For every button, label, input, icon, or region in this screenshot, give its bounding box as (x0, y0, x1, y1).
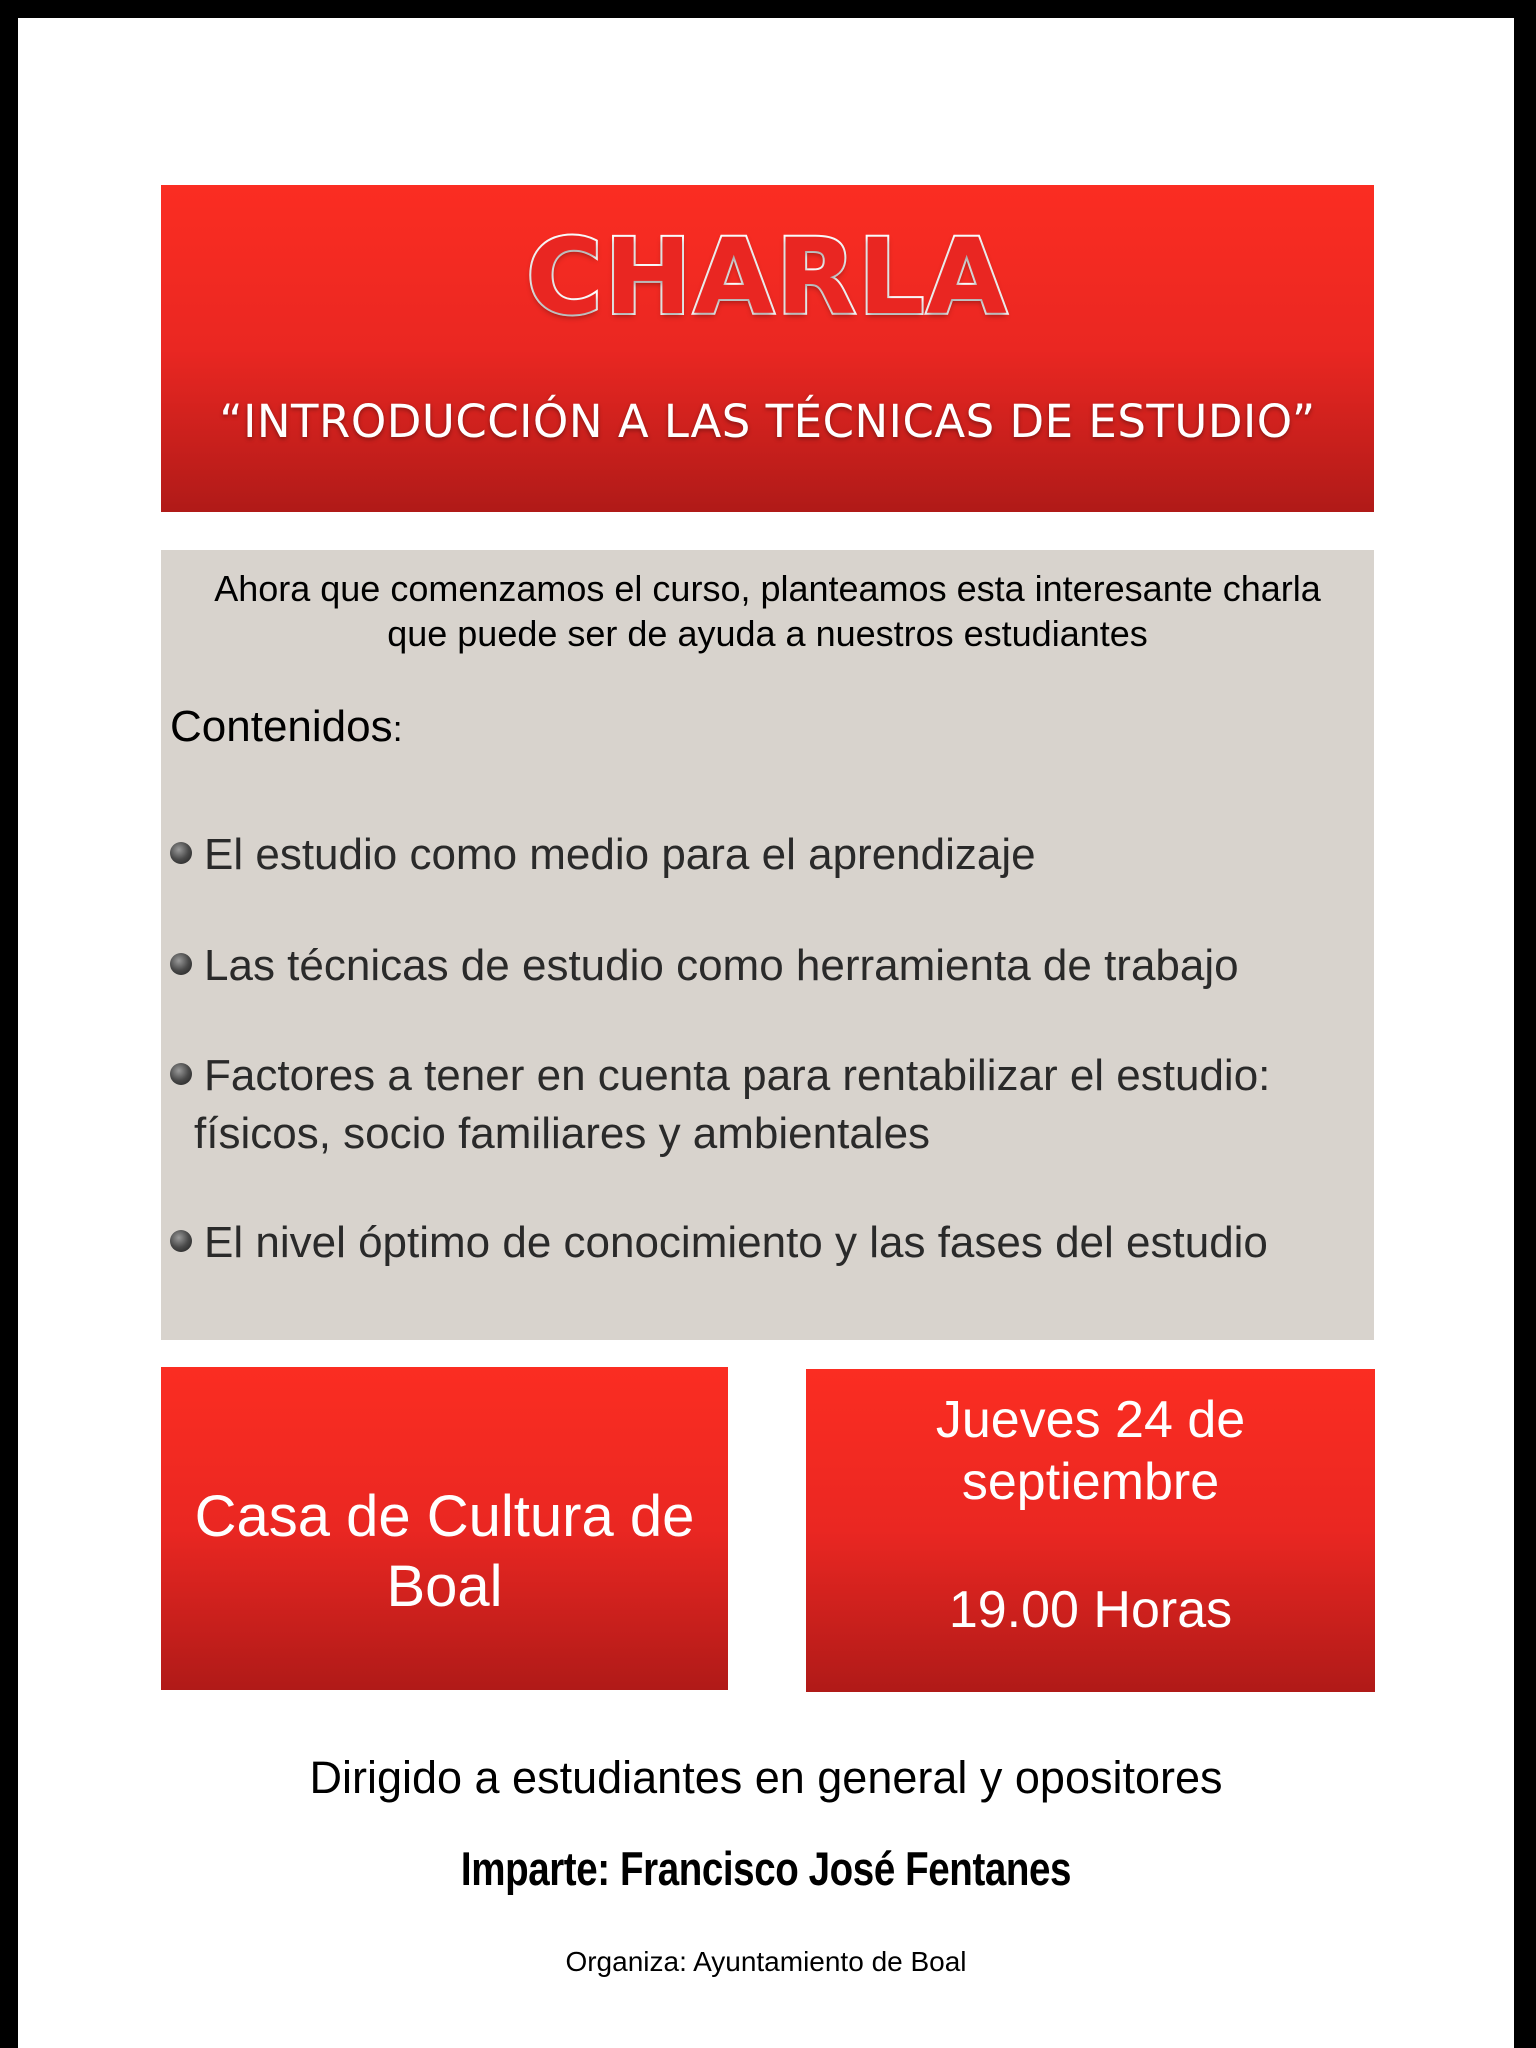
contents-heading (170, 702, 403, 752)
list-item-text: El estudio como medio para el aprendizaje (204, 830, 1036, 879)
poster-title-text: CHARLA (526, 216, 1009, 338)
bullet-icon (170, 953, 192, 975)
date-line-1: Jueves 24 de (935, 1391, 1246, 1449)
organizer-text: Organiza: Ayuntamiento de Boal (565, 1946, 967, 1977)
list-item-text: Las técnicas de estudio como herramienta de trabajo (204, 941, 1239, 990)
intro-text (161, 566, 1374, 656)
poster-subtitle: “INTRODUCCIÓN A LAS TÉCNICAS DE ESTUDIO” (219, 395, 1316, 448)
list-item (170, 937, 1239, 995)
content-panel (161, 550, 1374, 1340)
contents-heading-label: Contenidos (170, 702, 393, 751)
venue-text (161, 1482, 728, 1622)
speaker-text: Imparte: Francisco José Fentanes (460, 1842, 1072, 1895)
date-line-2: septiembre (961, 1453, 1220, 1511)
list-item (170, 826, 1036, 884)
poster (18, 18, 1514, 2048)
schedule-box (806, 1369, 1375, 1692)
list-item-text: Factores a tener en cuenta para rentabilizar el estudio: (204, 1051, 1271, 1100)
header-banner (161, 185, 1374, 512)
audience-text: Dirigido a estudiantes en general y opositores (309, 1752, 1223, 1803)
venue-line-1: Casa de Cultura de (194, 1484, 695, 1549)
date-text (806, 1389, 1375, 1513)
list-item-text: El nivel óptimo de conocimiento y las fases del estudio (204, 1218, 1268, 1267)
intro-line-2: que puede ser de ayuda a nuestros estudiantes (387, 613, 1148, 654)
list-item-continuation: físicos, socio familiares y ambientales (194, 1109, 931, 1158)
list-item (170, 1047, 1270, 1163)
poster-title (161, 216, 1374, 338)
contents-heading-colon: : (392, 708, 403, 749)
bullet-icon (170, 1063, 192, 1085)
venue-box (161, 1367, 728, 1690)
bullet-icon (170, 1230, 192, 1252)
venue-line-2: Boal (386, 1554, 503, 1619)
intro-line-1: Ahora que comenzamos el curso, planteamos esta interesante charla (214, 568, 1321, 609)
list-item (170, 1214, 1268, 1272)
bullet-icon (170, 842, 192, 864)
time-text: 19.00 Horas (948, 1581, 1233, 1639)
